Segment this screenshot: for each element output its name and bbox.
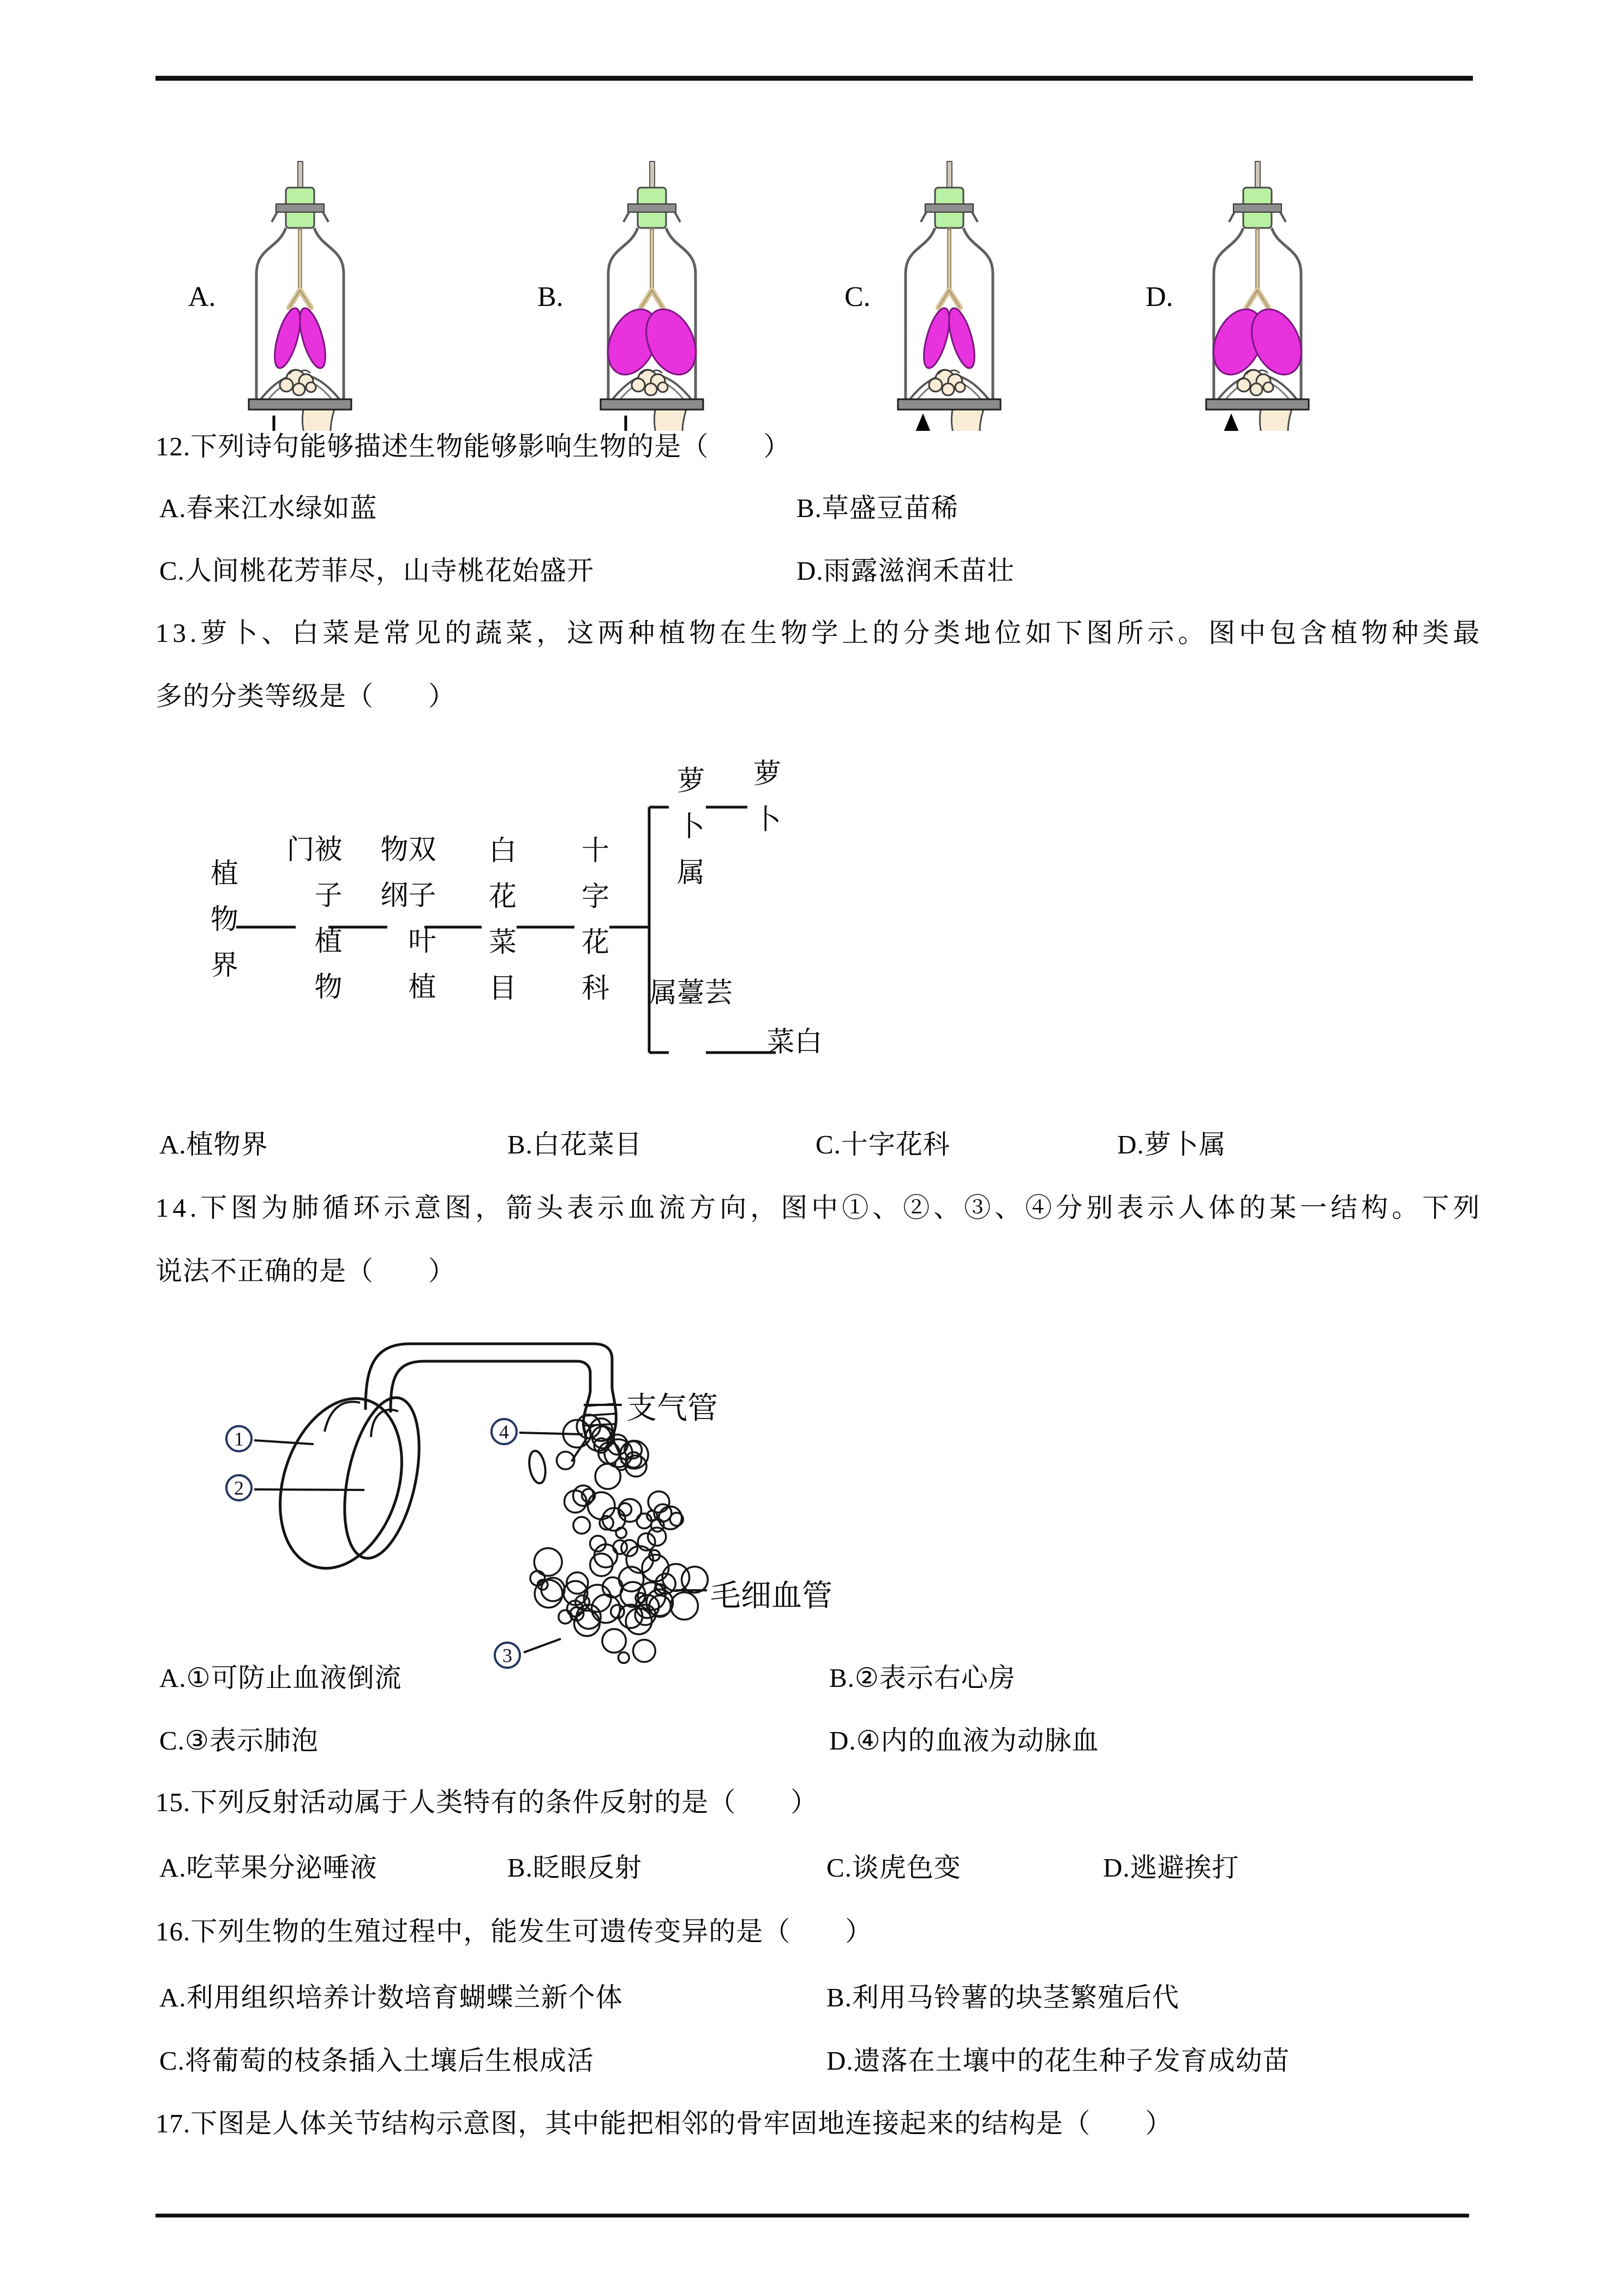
vessel-curl — [527, 1450, 548, 1484]
bell-jar-model-a — [235, 158, 365, 431]
deflated-lungs-balloon — [269, 305, 331, 371]
question-17-stem: 17.下图是人体关节结构示意图，其中能把相邻的骨牢固地连接起来的结构是（ ） — [155, 2108, 1173, 2138]
bell-jar-c-label: C. — [844, 281, 871, 312]
bell-jar-b-label: B. — [537, 281, 564, 312]
top-page-rule — [155, 76, 1473, 81]
bell-jar-model-b — [586, 158, 717, 431]
question-16-option-a: A.利用组织培养计数培育蝴蝶兰新个体 — [159, 1982, 623, 2012]
question-13-option-a: A.植物界 — [159, 1129, 268, 1159]
taxonomy-node-order: 白花菜目 — [484, 836, 515, 1019]
callout-1-leader — [254, 1440, 314, 1444]
alveoli-capillary-mesh — [530, 1415, 708, 1663]
question-14-option-b: B.②表示右心房 — [829, 1663, 1016, 1693]
taxonomy-node-genus-brassica: 芸薹属 — [644, 977, 731, 1024]
question-14-stem-line2: 说法不正确的是（ ） — [155, 1256, 456, 1286]
pulmonary-circulation-drawing — [202, 1320, 922, 1680]
question-16-stem: 16.下列生物的生殖过程中，能发生可遗传变异的是（ ） — [155, 1916, 873, 1946]
question-16-option-c: C.将葡萄的枝条插入土壤后生根成活 — [159, 2046, 594, 2076]
callout-4-leader — [519, 1433, 583, 1434]
taxonomy-node-kingdom: 植物界 — [206, 858, 237, 996]
question-13-option-c: C.十字花科 — [816, 1129, 950, 1159]
taxonomy-node-family: 十字花科 — [577, 836, 608, 1019]
taxonomy-node-class: 双子叶植物纲 — [376, 834, 434, 1018]
question-15-stem: 15.下列反射活动属于人类特有的条件反射的是（ ） — [155, 1787, 818, 1817]
question-13-option-b: B.白花菜目 — [507, 1129, 642, 1159]
pulmonary-circulation-figure — [202, 1320, 922, 1680]
bell-jar-body — [1206, 161, 1309, 431]
question-14-stem-line1: 14.下图为肺循环示意图，箭头表示血流方向，图中①、②、③、④分别表示人体的某一结构。下列 — [155, 1193, 1484, 1223]
vessel-inner-line — [391, 1361, 590, 1413]
question-12-option-d: D.雨露滋润禾苗壮 — [796, 556, 1015, 586]
question-15-option-d: D.逃避挨打 — [1103, 1853, 1239, 1883]
question-12-option-b: B.草盛豆苗稀 — [796, 493, 958, 523]
deflated-lungs-balloon — [919, 305, 980, 371]
taxonomy-node-phylum: 被子植物门 — [282, 834, 340, 1018]
heart-outline — [260, 1383, 423, 1584]
callout-2-leader — [254, 1489, 364, 1490]
question-16-option-b: B.利用马铃薯的块茎繁殖后代 — [826, 1982, 1179, 2012]
taxonomy-node-genus-raphanus: 萝卜属 — [672, 766, 703, 903]
question-13-option-d: D.萝卜属 — [1117, 1129, 1226, 1159]
bell-jar-body — [249, 161, 351, 431]
question-12-stem: 12.下列诗句能够描述生物能够影响生物的是（ ） — [155, 431, 791, 461]
heart-inner-loop — [332, 1391, 432, 1565]
bell-jar-body — [601, 161, 703, 431]
question-13-stem-line2: 多的分类等级是（ ） — [155, 681, 456, 711]
callout-2-number: 2 — [234, 1477, 244, 1499]
callout-3-leader — [524, 1639, 561, 1652]
callout-1-number: 1 — [234, 1428, 244, 1450]
taxonomy-node-radish: 萝卜 — [748, 759, 780, 850]
bell-jar-body — [898, 161, 1000, 431]
capillary-label: 毛细血管 — [710, 1579, 832, 1613]
up-arrow-icon — [1223, 413, 1239, 431]
question-14-option-a: A.①可防止血液倒流 — [159, 1663, 402, 1693]
down-arrow-icon — [266, 416, 282, 431]
bell-jar-d-label: D. — [1146, 281, 1173, 312]
bell-jar-a-label: A. — [188, 281, 216, 312]
up-arrow-icon — [915, 413, 931, 431]
question-15-option-c: C.谈虎色变 — [826, 1853, 961, 1883]
down-arrow-icon — [618, 416, 634, 431]
question-16-option-d: D.遗落在土壤中的花生种子发育成幼苗 — [826, 2046, 1290, 2076]
bronchus-label: 支气管 — [626, 1392, 718, 1426]
bottom-page-rule — [155, 2214, 1469, 2217]
bell-jar-model-d — [1192, 158, 1323, 431]
question-13-stem-line1: 13.萝卜、白菜是常见的蔬菜，这两种植物在生物学上的分类地位如下图所示。图中包含植物种类最 — [155, 618, 1484, 648]
callout-4-number: 4 — [499, 1421, 509, 1443]
question-14-option-d: D.④内的血液为动脉血 — [829, 1726, 1099, 1756]
question-15-option-a: A.吃苹果分泌唾液 — [159, 1853, 377, 1883]
question-14-option-c: C.③表示肺泡 — [159, 1726, 319, 1756]
question-12-option-c: C.人间桃花芳菲尽，山寺桃花始盛开 — [159, 556, 594, 586]
question-12-option-a: A.春来江水绿如蓝 — [159, 493, 377, 523]
callout-3-number: 3 — [502, 1644, 512, 1667]
taxonomy-figure — [202, 753, 818, 1113]
taxonomy-node-cabbage: 白菜 — [762, 1026, 820, 1073]
question-15-option-b: B.眨眼反射 — [507, 1853, 642, 1883]
bell-jar-model-c — [884, 158, 1015, 431]
